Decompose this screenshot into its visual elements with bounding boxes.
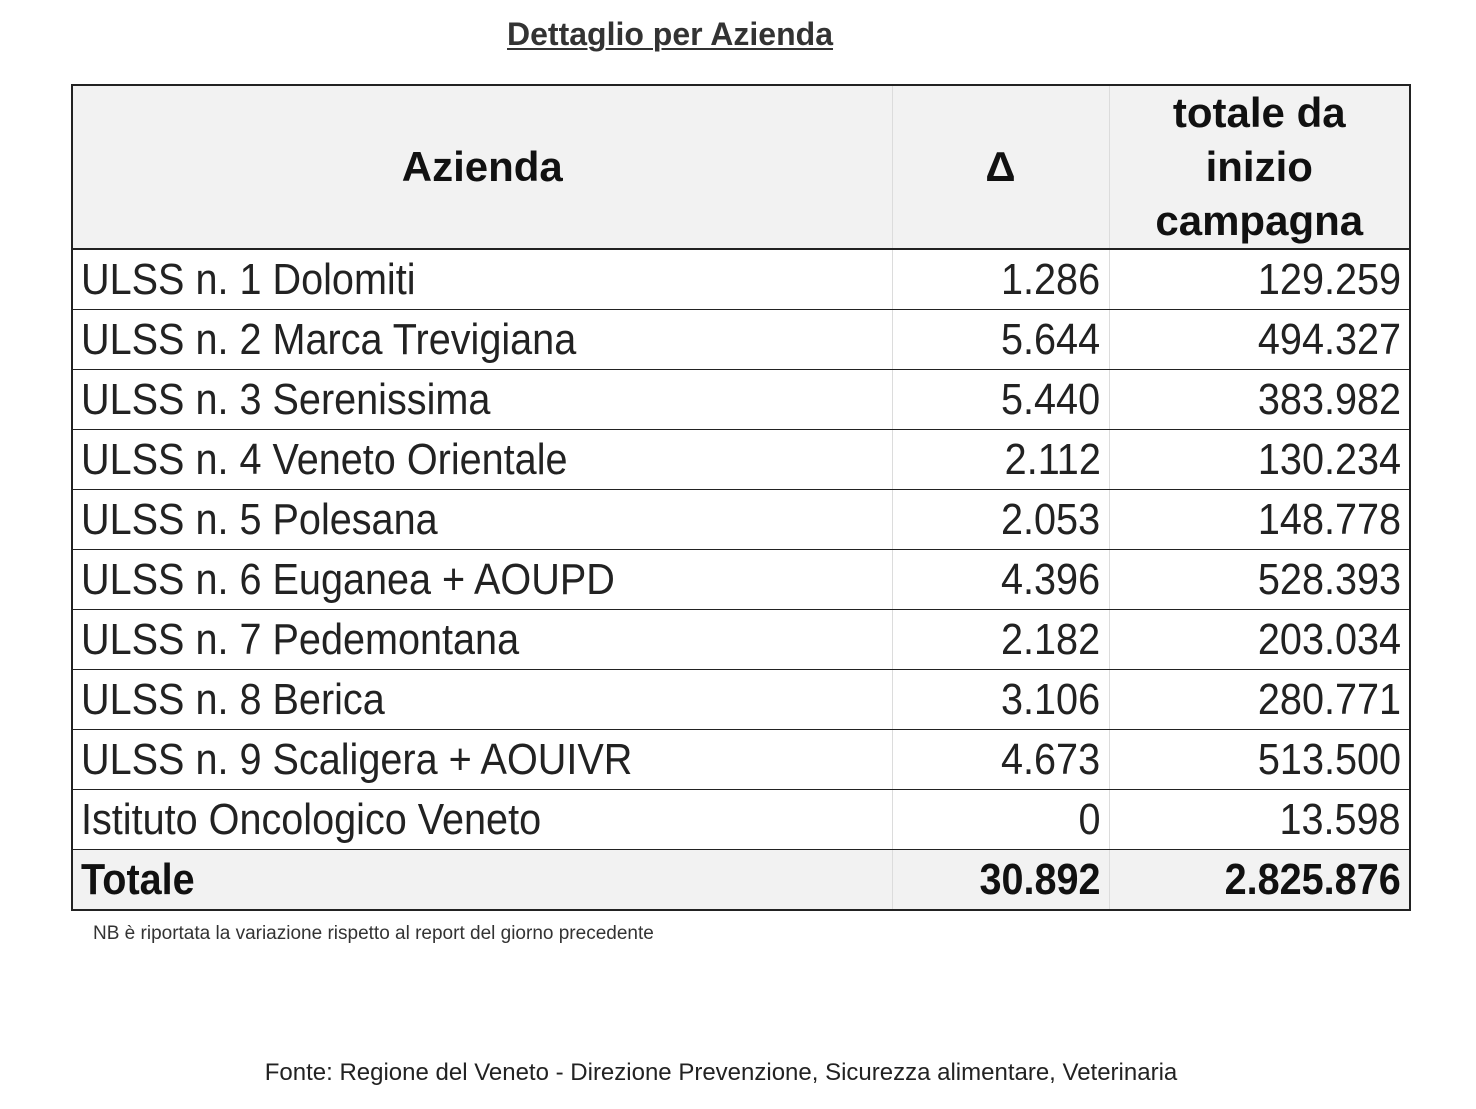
row-total: 513.500 (1257, 735, 1401, 784)
row-delta: 0 (1078, 795, 1101, 844)
row-delta: 2.053 (1001, 495, 1101, 544)
row-name-cell (72, 610, 892, 670)
row-total-cell (1109, 670, 1410, 730)
footnote: NB è riportata la variazione rispetto al report del giorno precedente (93, 923, 654, 944)
row-delta-cell (892, 550, 1109, 610)
row-total: 280.771 (1257, 675, 1401, 724)
row-delta-cell (892, 249, 1109, 310)
total-name-cell (72, 850, 892, 911)
row-delta-cell (892, 730, 1109, 790)
azienda-table-container (71, 84, 1409, 911)
total-total: 2.825.876 (1224, 855, 1401, 904)
azienda-table (71, 84, 1411, 911)
row-total-cell (1109, 370, 1410, 430)
source-credit: Fonte: Regione del Veneto - Direzione Prevenzione, Sicurezza alimentare, Veterinaria (264, 1059, 1178, 1086)
row-total: 130.234 (1257, 435, 1401, 484)
row-name: ULSS n. 7 Pedemontana (81, 615, 520, 664)
row-total-cell (1109, 610, 1410, 670)
row-total: 148.778 (1257, 495, 1401, 544)
row-delta: 2.112 (1004, 435, 1101, 484)
row-name-cell (72, 430, 892, 490)
row-total: 494.327 (1257, 315, 1401, 364)
row-total: 129.259 (1257, 255, 1401, 304)
row-total-cell (1109, 730, 1410, 790)
row-delta-cell (892, 790, 1109, 850)
table-row (72, 430, 1410, 490)
row-name: ULSS n. 9 Scaligera + AOUIVR (81, 735, 633, 784)
table-row (72, 730, 1410, 790)
total-label: Totale (81, 855, 195, 904)
row-delta: 3.106 (1001, 675, 1101, 724)
row-name-cell (72, 670, 892, 730)
row-delta-cell (892, 490, 1109, 550)
row-total-cell (1109, 490, 1410, 550)
row-name-cell (72, 550, 892, 610)
table-row (72, 370, 1410, 430)
row-total-cell (1109, 430, 1410, 490)
row-delta: 4.396 (1001, 555, 1101, 604)
row-total-cell (1109, 550, 1410, 610)
row-total: 13.598 (1279, 795, 1401, 844)
row-name-cell (72, 249, 892, 310)
row-delta: 4.673 (1001, 735, 1101, 784)
row-delta-cell (892, 310, 1109, 370)
table-total-row (72, 850, 1410, 911)
table-row (72, 490, 1410, 550)
row-name: ULSS n. 5 Polesana (81, 495, 438, 544)
row-delta: 5.644 (1001, 315, 1101, 364)
table-row (72, 670, 1410, 730)
row-name: ULSS n. 6 Euganea + AOUPD (81, 555, 615, 604)
header-azienda: Azienda (72, 85, 892, 249)
page-title: Dettaglio per Azienda (507, 16, 833, 52)
row-name-cell (72, 310, 892, 370)
table-row (72, 550, 1410, 610)
row-delta: 2.182 (1001, 615, 1101, 664)
row-delta-cell (892, 430, 1109, 490)
header-totale (1109, 85, 1410, 249)
row-name-cell (72, 490, 892, 550)
row-delta-cell (892, 610, 1109, 670)
row-name: Istituto Oncologico Veneto (81, 795, 542, 844)
row-total-cell (1109, 790, 1410, 850)
row-delta-cell (892, 370, 1109, 430)
row-name: ULSS n. 2 Marca Trevigiana (81, 315, 577, 364)
table-header-row (72, 85, 1410, 249)
table-row (72, 790, 1410, 850)
header-totale-label: totale da inizio campagna (1155, 89, 1364, 244)
row-total: 528.393 (1257, 555, 1401, 604)
total-delta: 30.892 (979, 855, 1101, 904)
row-name: ULSS n. 4 Veneto Orientale (81, 435, 568, 484)
table-row (72, 610, 1410, 670)
row-name-cell (72, 730, 892, 790)
header-delta: Δ (892, 85, 1109, 249)
row-delta-cell (892, 670, 1109, 730)
total-total-cell (1109, 850, 1410, 911)
row-delta: 5.440 (1001, 375, 1101, 424)
row-total-cell (1109, 310, 1410, 370)
row-total: 383.982 (1257, 375, 1401, 424)
row-name: ULSS n. 1 Dolomiti (81, 255, 416, 304)
row-name: ULSS n. 3 Serenissima (81, 375, 491, 424)
table-row (72, 249, 1410, 310)
row-name: ULSS n. 8 Berica (81, 675, 385, 724)
row-total: 203.034 (1257, 615, 1401, 664)
row-total-cell (1109, 249, 1410, 310)
row-name-cell (72, 370, 892, 430)
row-delta: 1.286 (1001, 255, 1101, 304)
row-name-cell (72, 790, 892, 850)
table-row (72, 310, 1410, 370)
total-delta-cell (892, 850, 1109, 911)
